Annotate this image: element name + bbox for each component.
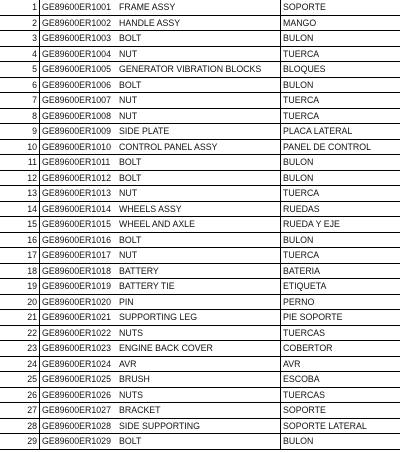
part-translation-cell[interactable]: BULON	[281, 155, 400, 171]
table-row[interactable]	[0, 139, 400, 155]
part-code-cell[interactable]: GE89600ER1015	[40, 217, 118, 233]
part-description-cell[interactable]: SUPPORTING LEG	[117, 310, 281, 326]
row-number-cell[interactable]: 9	[0, 124, 40, 140]
part-description-cell[interactable]: NUT	[117, 248, 281, 264]
part-code-cell[interactable]: GE89600ER1016	[40, 232, 118, 248]
part-code-cell[interactable]: GE89600ER1018	[40, 263, 118, 279]
part-code-cell[interactable]: GE89600ER1017	[40, 248, 118, 264]
part-code-cell[interactable]: GE89600ER1010	[40, 139, 118, 155]
part-translation-cell[interactable]: BULON	[281, 170, 400, 186]
part-description-cell[interactable]: BRACKET	[117, 403, 281, 419]
part-translation-cell[interactable]: BULON	[281, 77, 400, 93]
table-row[interactable]	[0, 0, 400, 15]
row-number-cell[interactable]: 10	[0, 139, 40, 155]
table-row[interactable]	[0, 201, 400, 217]
part-code-cell[interactable]: GE89600ER1029	[40, 434, 118, 450]
row-number-cell[interactable]: 13	[0, 186, 40, 202]
row-number-cell[interactable]: 3	[0, 31, 40, 47]
table-row[interactable]	[0, 124, 400, 140]
row-number-cell[interactable]: 24	[0, 356, 40, 372]
part-translation-cell[interactable]: MANGO	[281, 15, 400, 31]
row-number-cell[interactable]: 2	[0, 15, 40, 31]
row-number-cell[interactable]: 23	[0, 341, 40, 357]
part-code-cell[interactable]: GE89600ER1007	[40, 93, 118, 109]
part-description-cell[interactable]: BRUSH	[117, 372, 281, 388]
part-code-cell[interactable]: GE89600ER1019	[40, 279, 118, 295]
part-code-cell[interactable]: GE89600ER1006	[40, 77, 118, 93]
part-translation-cell[interactable]: BLOQUES	[281, 62, 400, 78]
part-translation-cell[interactable]: PANEL DE CONTROL	[281, 139, 400, 155]
table-row[interactable]	[0, 46, 400, 62]
part-translation-cell[interactable]: RUEDA Y EJE	[281, 217, 400, 233]
table-row[interactable]	[0, 418, 400, 434]
table-row[interactable]	[0, 403, 400, 419]
table-row[interactable]	[0, 341, 400, 357]
part-translation-cell[interactable]: RUEDAS	[281, 201, 400, 217]
part-description-cell[interactable]: SIDE SUPPORTING	[117, 418, 281, 434]
part-translation-cell[interactable]: TUERCA	[281, 248, 400, 264]
part-code-cell[interactable]: GE89600ER1022	[40, 325, 118, 341]
part-translation-cell[interactable]: SOPORTE	[281, 0, 400, 15]
row-number-cell[interactable]: 29	[0, 434, 40, 450]
part-translation-cell[interactable]: TUERCAS	[281, 325, 400, 341]
table-row[interactable]	[0, 279, 400, 295]
part-translation-cell[interactable]: BATERIA	[281, 263, 400, 279]
part-translation-cell[interactable]: AVR	[281, 356, 400, 372]
part-description-cell[interactable]: AVR	[117, 356, 281, 372]
table-row[interactable]	[0, 356, 400, 372]
part-description-cell[interactable]: FRAME ASSY	[117, 0, 281, 15]
row-number-cell[interactable]: 6	[0, 77, 40, 93]
part-code-cell[interactable]: GE89600ER1026	[40, 387, 118, 403]
part-description-cell[interactable]: SIDE PLATE	[117, 124, 281, 140]
part-description-cell[interactable]: BOLT	[117, 31, 281, 47]
part-code-cell[interactable]: GE89600ER1024	[40, 356, 118, 372]
part-translation-cell[interactable]: PLACA LATERAL	[281, 124, 400, 140]
part-code-cell[interactable]: GE89600ER1025	[40, 372, 118, 388]
part-description-cell[interactable]: NUTS	[117, 387, 281, 403]
table-row[interactable]	[0, 108, 400, 124]
table-row[interactable]	[0, 155, 400, 171]
table-row[interactable]	[0, 294, 400, 310]
part-description-cell[interactable]: CONTROL PANEL ASSY	[117, 139, 281, 155]
table-row[interactable]	[0, 77, 400, 93]
part-code-cell[interactable]: GE89600ER1014	[40, 201, 118, 217]
part-translation-cell[interactable]: ESCOBA	[281, 372, 400, 388]
part-code-cell[interactable]: GE89600ER1003	[40, 31, 118, 47]
part-code-cell[interactable]: GE89600ER1009	[40, 124, 118, 140]
part-translation-cell[interactable]: TUERCA	[281, 186, 400, 202]
part-translation-cell[interactable]: ETIQUETA	[281, 279, 400, 295]
part-description-cell[interactable]: WHEEL AND AXLE	[117, 217, 281, 233]
row-number-cell[interactable]: 15	[0, 217, 40, 233]
part-code-cell[interactable]: GE89600ER1027	[40, 403, 118, 419]
row-number-cell[interactable]: 22	[0, 325, 40, 341]
part-code-cell[interactable]: GE89600ER1008	[40, 108, 118, 124]
table-row[interactable]	[0, 217, 400, 233]
part-description-cell[interactable]: NUT	[117, 108, 281, 124]
part-description-cell[interactable]: BATTERY	[117, 263, 281, 279]
table-row[interactable]	[0, 248, 400, 264]
table-row[interactable]	[0, 263, 400, 279]
part-code-cell[interactable]: GE89600ER1001	[40, 0, 118, 15]
part-code-cell[interactable]: GE89600ER1028	[40, 418, 118, 434]
part-code-cell[interactable]: GE89600ER1005	[40, 62, 118, 78]
table-row[interactable]	[0, 232, 400, 248]
part-description-cell[interactable]: NUT	[117, 46, 281, 62]
part-code-cell[interactable]: GE89600ER1002	[40, 15, 118, 31]
row-number-cell[interactable]: 7	[0, 93, 40, 109]
row-number-cell[interactable]: 12	[0, 170, 40, 186]
part-description-cell[interactable]: BOLT	[117, 434, 281, 450]
part-translation-cell[interactable]: SOPORTE	[281, 403, 400, 419]
part-code-cell[interactable]: GE89600ER1013	[40, 186, 118, 202]
table-row[interactable]	[0, 62, 400, 78]
part-code-cell[interactable]: GE89600ER1011	[40, 155, 118, 171]
table-row[interactable]	[0, 15, 400, 31]
row-number-cell[interactable]: 14	[0, 201, 40, 217]
part-translation-cell[interactable]: TUERCA	[281, 108, 400, 124]
part-description-cell[interactable]: BOLT	[117, 232, 281, 248]
row-number-cell[interactable]: 4	[0, 46, 40, 62]
part-code-cell[interactable]: GE89600ER1021	[40, 310, 118, 326]
row-number-cell[interactable]: 16	[0, 232, 40, 248]
part-translation-cell[interactable]: COBERTOR	[281, 341, 400, 357]
part-description-cell[interactable]: PIN	[117, 294, 281, 310]
part-translation-cell[interactable]: TUERCA	[281, 46, 400, 62]
table-row[interactable]	[0, 186, 400, 202]
row-number-cell[interactable]: 25	[0, 372, 40, 388]
part-description-cell[interactable]: BATTERY TIE	[117, 279, 281, 295]
part-translation-cell[interactable]: BULON	[281, 232, 400, 248]
part-translation-cell[interactable]: BULON	[281, 434, 400, 450]
part-code-cell[interactable]: GE89600ER1012	[40, 170, 118, 186]
row-number-cell[interactable]: 20	[0, 294, 40, 310]
part-description-cell[interactable]: HANDLE ASSY	[117, 15, 281, 31]
part-description-cell[interactable]: NUT	[117, 93, 281, 109]
part-code-cell[interactable]: GE89600ER1004	[40, 46, 118, 62]
part-description-cell[interactable]: ENGINE BACK COVER	[117, 341, 281, 357]
part-translation-cell[interactable]: TUERCAS	[281, 387, 400, 403]
table-row[interactable]	[0, 310, 400, 326]
table-row[interactable]	[0, 93, 400, 109]
row-number-cell[interactable]: 26	[0, 387, 40, 403]
row-number-cell[interactable]: 27	[0, 403, 40, 419]
part-description-cell[interactable]: BOLT	[117, 77, 281, 93]
part-translation-cell[interactable]: TUERCA	[281, 93, 400, 109]
table-row[interactable]	[0, 434, 400, 450]
table-row[interactable]	[0, 325, 400, 341]
row-number-cell[interactable]: 28	[0, 418, 40, 434]
row-number-cell[interactable]: 11	[0, 155, 40, 171]
row-number-cell[interactable]: 8	[0, 108, 40, 124]
table-row[interactable]	[0, 387, 400, 403]
part-description-cell[interactable]: BOLT	[117, 155, 281, 171]
part-code-cell[interactable]: GE89600ER1023	[40, 341, 118, 357]
row-number-cell[interactable]: 17	[0, 248, 40, 264]
table-row[interactable]	[0, 31, 400, 47]
row-number-cell[interactable]: 19	[0, 279, 40, 295]
part-description-cell[interactable]: WHEELS ASSY	[117, 201, 281, 217]
part-translation-cell[interactable]: PIE SOPORTE	[281, 310, 400, 326]
part-translation-cell[interactable]: SOPORTE LATERAL	[281, 418, 400, 434]
table-row[interactable]	[0, 170, 400, 186]
part-translation-cell[interactable]: PERNO	[281, 294, 400, 310]
part-description-cell[interactable]: GENERATOR VIBRATION BLOCKS	[117, 62, 281, 78]
part-code-cell[interactable]: GE89600ER1020	[40, 294, 118, 310]
table-row[interactable]	[0, 372, 400, 388]
part-description-cell[interactable]: NUTS	[117, 325, 281, 341]
row-number-cell[interactable]: 21	[0, 310, 40, 326]
part-description-cell[interactable]: BOLT	[117, 170, 281, 186]
row-number-cell[interactable]: 1	[0, 0, 40, 15]
row-number-cell[interactable]: 18	[0, 263, 40, 279]
part-description-cell[interactable]: NUT	[117, 186, 281, 202]
part-translation-cell[interactable]: BULON	[281, 31, 400, 47]
row-number-cell[interactable]: 5	[0, 62, 40, 78]
